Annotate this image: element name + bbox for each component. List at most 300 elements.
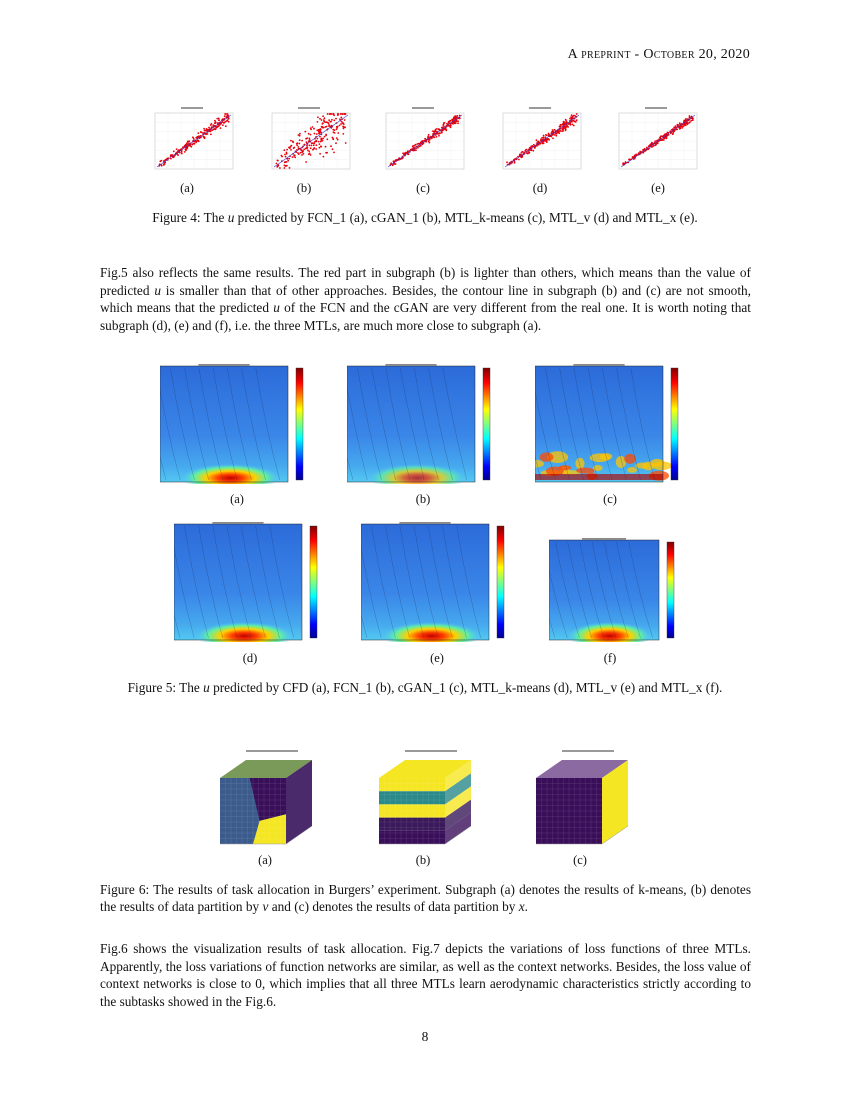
scatter-point [572, 124, 574, 126]
voxel-plot-b [365, 748, 491, 850]
scatter-point [417, 147, 419, 149]
subfigure-label: (d) [242, 651, 258, 665]
scatter-point [220, 127, 222, 129]
scatter-point [320, 138, 322, 140]
scatter-point [457, 120, 459, 122]
scatter-point [208, 127, 210, 129]
scatter-point [320, 141, 322, 143]
scatter-point [673, 127, 675, 129]
page-number: 8 [421, 1029, 429, 1044]
scatter-point [313, 142, 315, 144]
scatter-point [298, 146, 300, 148]
scatter-point [532, 150, 534, 152]
scatter-point [284, 154, 286, 156]
scatter-point [555, 135, 557, 137]
body-paragraph-1: Fig.5 also reflects the same results. The red part in subgraph (b) is lighter than others, which means than the value of predicted u is smaller than that of other approaches. Besides, the contour line in subgraph (b) and (c) are not smooth, which means that the predicted u of the FCN and the cGAN are very different from the real one. It is worth noting that subgraph (d), (e) and (f), i.e. the three MTLs, are much more close to subgraph (a). [100, 265, 751, 333]
scatter-point [561, 124, 563, 126]
scatter-point [337, 126, 339, 128]
subfigure-label: (a) [258, 853, 272, 867]
scatter-point [161, 160, 163, 162]
scatter-point [310, 127, 312, 129]
scatter-point [170, 154, 172, 156]
scatter-point [276, 163, 278, 165]
scatter-point [289, 147, 291, 149]
contour-plot-e [361, 522, 511, 642]
scatter-point [565, 128, 567, 130]
scatter-point [564, 127, 566, 129]
scatter-point [428, 134, 430, 136]
scatter-point [343, 123, 345, 125]
colorbar [671, 368, 678, 480]
body-paragraph-2: Fig.6 shows the visualization results of task allocation. Fig.7 depicts the variations of loss functions of three MTLs. Apparently, the loss variations of function networks are similar, as well as the context networks. Besides, the loss value of context networks is close to 0, which implies that all three MTLs learn aerodynamic characteristics strictly according to the subtasks showed in the Fig.6. [100, 941, 751, 1009]
scatter-point [317, 138, 319, 140]
scatter-point [432, 136, 434, 138]
scatter-point [559, 125, 561, 127]
scatter-point [324, 136, 326, 138]
scatter-point [661, 135, 663, 137]
scatter-point [412, 145, 414, 147]
scatter-plot-b [262, 105, 354, 175]
scatter-point [438, 135, 440, 137]
scatter-point [688, 122, 690, 124]
scatter-point [514, 162, 516, 164]
scatter-point [173, 151, 175, 153]
scatter-point [163, 163, 165, 165]
scatter-point [300, 149, 302, 151]
scatter-point [301, 154, 303, 156]
scatter-point [306, 141, 308, 143]
scatter-point [308, 151, 310, 153]
scatter-point [283, 149, 285, 151]
scatter-point [322, 115, 324, 117]
scatter-point [319, 153, 321, 155]
scatter-point [325, 146, 327, 148]
scatter-point [313, 128, 315, 130]
scatter-point [320, 146, 322, 148]
scatter-point [687, 123, 689, 125]
scatter-point [525, 149, 527, 151]
scatter-point [305, 161, 307, 163]
scatter-point [228, 121, 230, 123]
scatter-point [317, 121, 319, 123]
scatter-point [210, 130, 212, 132]
colorbar [310, 526, 317, 638]
scatter-point [304, 131, 306, 133]
scatter-point [441, 132, 443, 134]
scatter-point [340, 117, 342, 119]
hot-spot [540, 452, 554, 461]
scatter-point [685, 124, 687, 126]
scatter-point [286, 149, 288, 151]
scatter-point [677, 125, 679, 127]
scatter-point [415, 144, 417, 146]
scatter-point [203, 128, 205, 130]
scatter-point [395, 163, 397, 165]
scatter-point [307, 147, 309, 149]
scatter-point [521, 156, 523, 158]
scatter-point [224, 121, 226, 123]
scatter-point [457, 122, 459, 124]
subfigure-label: (a) [180, 181, 194, 195]
scatter-point [538, 141, 540, 143]
subfigure-label: (c) [603, 492, 617, 506]
plot-title-mark [385, 364, 436, 366]
scatter-point [204, 137, 206, 139]
scatter-point [225, 125, 227, 127]
scatter-point [450, 127, 452, 129]
scatter-point [337, 139, 339, 141]
scatter-point [218, 119, 220, 121]
scatter-point [436, 136, 438, 138]
scatter-point [552, 130, 554, 132]
scatter-point [457, 115, 459, 117]
scatter-point [328, 125, 330, 127]
header-label: A preprint [567, 47, 631, 62]
scatter-point [330, 145, 332, 147]
scatter-point [543, 135, 545, 137]
scatter-point [443, 123, 445, 125]
scatter-point [306, 145, 308, 147]
plot-title-mark [645, 107, 667, 109]
colorbar [483, 368, 490, 480]
scatter-point [327, 113, 329, 115]
scatter-point [325, 134, 327, 136]
scatter-point [342, 113, 344, 115]
figure-6-caption: Figure 6: The results of task allocation in Burgers’ experiment. Subgraph (a) denotes the results of k-means, (b) denotes the results of data partition by v and (c) denotes the results of data partition by x. [100, 882, 751, 914]
plot-title-mark [562, 750, 614, 752]
scatter-point [403, 153, 405, 155]
scatter-point [227, 113, 229, 115]
subfigure-label: (b) [415, 492, 431, 506]
subfigure-label: (b) [415, 853, 431, 867]
scatter-point [279, 167, 281, 169]
scatter-point [185, 149, 187, 151]
scatter-point [319, 133, 321, 135]
scatter-point [300, 152, 302, 154]
scatter-point [313, 147, 315, 149]
scatter-point [343, 126, 345, 128]
scatter-point [224, 115, 226, 117]
scatter-point [319, 143, 321, 145]
scatter-plot-a [145, 105, 237, 175]
scatter-point [319, 118, 321, 120]
scatter-point [309, 153, 311, 155]
scatter-point [340, 123, 342, 125]
scatter-point [545, 139, 547, 141]
scatter-point [506, 161, 508, 163]
scatter-point [286, 165, 288, 167]
scatter-point [290, 149, 292, 151]
scatter-point [331, 119, 333, 121]
scatter-point [277, 160, 279, 162]
scatter-point [216, 126, 218, 128]
subfigure-label: (b) [296, 181, 312, 195]
scatter-point [339, 125, 341, 127]
scatter-point [518, 159, 520, 161]
scatter-point [301, 151, 303, 153]
scatter-point [332, 148, 334, 150]
scatter-point [431, 138, 433, 140]
scatter-point [565, 122, 567, 124]
scatter-point [434, 131, 436, 133]
scatter-point [211, 126, 213, 128]
scatter-point [308, 133, 310, 135]
scatter-point [454, 117, 456, 119]
scatter-point [332, 138, 334, 140]
scatter-point [337, 132, 339, 134]
scatter-point [191, 143, 193, 145]
scatter-point [286, 153, 288, 155]
scatter-point [312, 149, 314, 151]
scatter-point [336, 128, 338, 130]
scatter-point [542, 137, 544, 139]
scatter-point [177, 154, 179, 156]
subfigure-label: (c) [416, 181, 430, 195]
scatter-point [211, 123, 213, 125]
scatter-point [322, 122, 324, 124]
scatter-point [214, 123, 216, 125]
scatter-point [303, 148, 305, 150]
scatter-point [455, 121, 457, 123]
scatter-point [206, 128, 208, 130]
figure-5-caption: Figure 5: The u predicted by CFD (a), FCN_1 (b), cGAN_1 (c), MTL_k-means (d), MTL_v (e) and MTL_x (f). [127, 680, 723, 695]
scatter-point [445, 130, 447, 132]
scatter-point [443, 129, 445, 131]
plot-title-mark [405, 750, 457, 752]
scatter-point [328, 119, 330, 121]
scatter-point [573, 120, 575, 122]
scatter-point [557, 131, 559, 133]
scatter-point [326, 126, 328, 128]
voxel-plot-a [206, 748, 332, 850]
scatter-point [303, 153, 305, 155]
scatter-point [298, 134, 300, 136]
scatter-point [555, 133, 557, 135]
scatter-point [212, 129, 214, 131]
scatter-point [689, 117, 691, 119]
scatter-point [294, 155, 296, 157]
scatter-point [277, 166, 279, 168]
contour-plot-f [549, 538, 681, 642]
scatter-point [407, 150, 409, 152]
scatter-point [521, 151, 523, 153]
scatter-point [315, 148, 317, 150]
scatter-point [570, 116, 572, 118]
scatter-point [550, 136, 552, 138]
hot-spot [593, 465, 603, 471]
hot-spot [627, 467, 637, 473]
scatter-point [545, 134, 547, 136]
scatter-point [322, 126, 324, 128]
subfigure-label: (c) [573, 853, 587, 867]
scatter-point [519, 154, 521, 156]
scatter-point [289, 167, 291, 169]
subfigure-label: (e) [430, 651, 444, 665]
scatter-point [176, 148, 178, 150]
scatter-point [541, 142, 543, 144]
scatter-point [210, 133, 212, 135]
scatter-point [284, 167, 286, 169]
scatter-point [312, 126, 314, 128]
header-separator: - [630, 47, 644, 62]
subfigure-label: (d) [532, 181, 548, 195]
scatter-point [445, 127, 447, 129]
scatter-point [305, 138, 307, 140]
scatter-point [214, 120, 216, 122]
scatter-point [565, 119, 567, 121]
hot-spot [652, 461, 672, 470]
scatter-point [333, 152, 335, 154]
scatter-point [330, 113, 332, 115]
colorbar [296, 368, 303, 480]
scatter-point [197, 132, 199, 134]
scatter-point [293, 147, 295, 149]
plot-title-mark [212, 522, 263, 524]
scatter-point [561, 128, 563, 130]
hot-band [535, 474, 663, 480]
contour-plot-b [347, 364, 497, 484]
scatter-point [309, 138, 311, 140]
scatter-point [313, 144, 315, 146]
scatter-point [217, 122, 219, 124]
scatter-point [422, 144, 424, 146]
scatter-point [192, 136, 194, 138]
scatter-point [661, 139, 663, 141]
hot-spot [575, 458, 584, 469]
scatter-point [441, 130, 443, 132]
subfigure-label: (a) [230, 492, 244, 506]
plot-title-mark [529, 107, 551, 109]
scatter-point [672, 133, 674, 135]
scatter-point [322, 140, 324, 142]
scatter-point [449, 125, 451, 127]
scatter-point [317, 116, 319, 118]
scatter-point [437, 128, 439, 130]
scatter-point [344, 113, 346, 115]
scatter-point [319, 136, 321, 138]
contour-plot-c [535, 364, 685, 484]
scatter-point [342, 133, 344, 135]
scatter-plot-e [609, 105, 701, 175]
scatter-point [330, 121, 332, 123]
scatter-point [455, 116, 457, 118]
scatter-point [184, 151, 186, 153]
scatter-point [299, 133, 301, 135]
scatter-point [533, 144, 535, 146]
scatter-point [323, 156, 325, 158]
plot-title-mark [582, 538, 626, 540]
plot-title-mark [198, 364, 249, 366]
scatter-point [565, 126, 567, 128]
scatter-point [284, 165, 286, 167]
scatter-point [337, 114, 339, 116]
plot-title-mark [573, 364, 624, 366]
contour-plot-d [174, 522, 324, 642]
scatter-point [573, 125, 575, 127]
scatter-point [197, 140, 199, 142]
scatter-point [189, 145, 191, 147]
scatter-point [218, 118, 220, 120]
scatter-point [324, 117, 326, 119]
scatter-point [559, 130, 561, 132]
scatter-point [333, 120, 335, 122]
scatter-point [326, 138, 328, 140]
scatter-point [318, 141, 320, 143]
scatter-point [322, 138, 324, 140]
hot-spot [576, 468, 594, 474]
scatter-point [305, 148, 307, 150]
scatter-point [345, 142, 347, 144]
scatter-point [290, 140, 292, 142]
colorbar [667, 542, 674, 638]
subfigure-label: (e) [651, 181, 665, 195]
plot-title-mark [399, 522, 450, 524]
scatter-point [424, 138, 426, 140]
scatter-point [314, 133, 316, 135]
scatter-point [571, 114, 573, 116]
scatter-plot-d [493, 105, 585, 175]
scatter-point [454, 122, 456, 124]
scatter-point [563, 121, 565, 123]
scatter-point [294, 157, 296, 159]
scatter-point [548, 133, 550, 135]
plot-title-mark [298, 107, 320, 109]
scatter-point [315, 141, 317, 143]
colorbar [497, 526, 504, 638]
scatter-point [335, 118, 337, 120]
plot-title-mark [246, 750, 298, 752]
scatter-point [161, 165, 163, 167]
scatter-point [301, 140, 303, 142]
voxel-plot-c [522, 748, 648, 850]
scatter-point [291, 145, 293, 147]
scatter-point [428, 141, 430, 143]
scatter-point [319, 147, 321, 149]
running-header [568, 47, 750, 63]
scatter-point [576, 119, 578, 121]
scatter-point [222, 124, 224, 126]
scatter-point [315, 144, 317, 146]
scatter-point [340, 113, 342, 115]
scatter-point [181, 151, 183, 153]
scatter-point [628, 159, 630, 161]
scatter-point [310, 154, 312, 156]
subfigure-label: (f) [603, 651, 617, 665]
scatter-point [195, 140, 197, 142]
scatter-point [309, 145, 311, 147]
scatter-point [205, 130, 207, 132]
scatter-point [435, 128, 437, 130]
scatter-point [325, 152, 327, 154]
scatter-point [311, 145, 313, 147]
scatter-point [299, 143, 301, 145]
scatter-point [324, 121, 326, 123]
plot-title-mark [181, 107, 203, 109]
scatter-point [187, 142, 189, 144]
scatter-point [664, 137, 666, 139]
scatter-point [692, 118, 694, 120]
scatter-plot-c [376, 105, 468, 175]
scatter-point [334, 132, 336, 134]
figure-4-caption: Figure 4: The u predicted by FCN_1 (a), cGAN_1 (b), MTL_k-means (c), MTL_v (d) and MTL_x (e). [152, 210, 698, 225]
scatter-point [226, 120, 228, 122]
scatter-point [310, 147, 312, 149]
scatter-point [181, 153, 183, 155]
scatter-point [327, 122, 329, 124]
scatter-point [558, 132, 560, 134]
scatter-point [318, 130, 320, 132]
scatter-point [334, 129, 336, 131]
